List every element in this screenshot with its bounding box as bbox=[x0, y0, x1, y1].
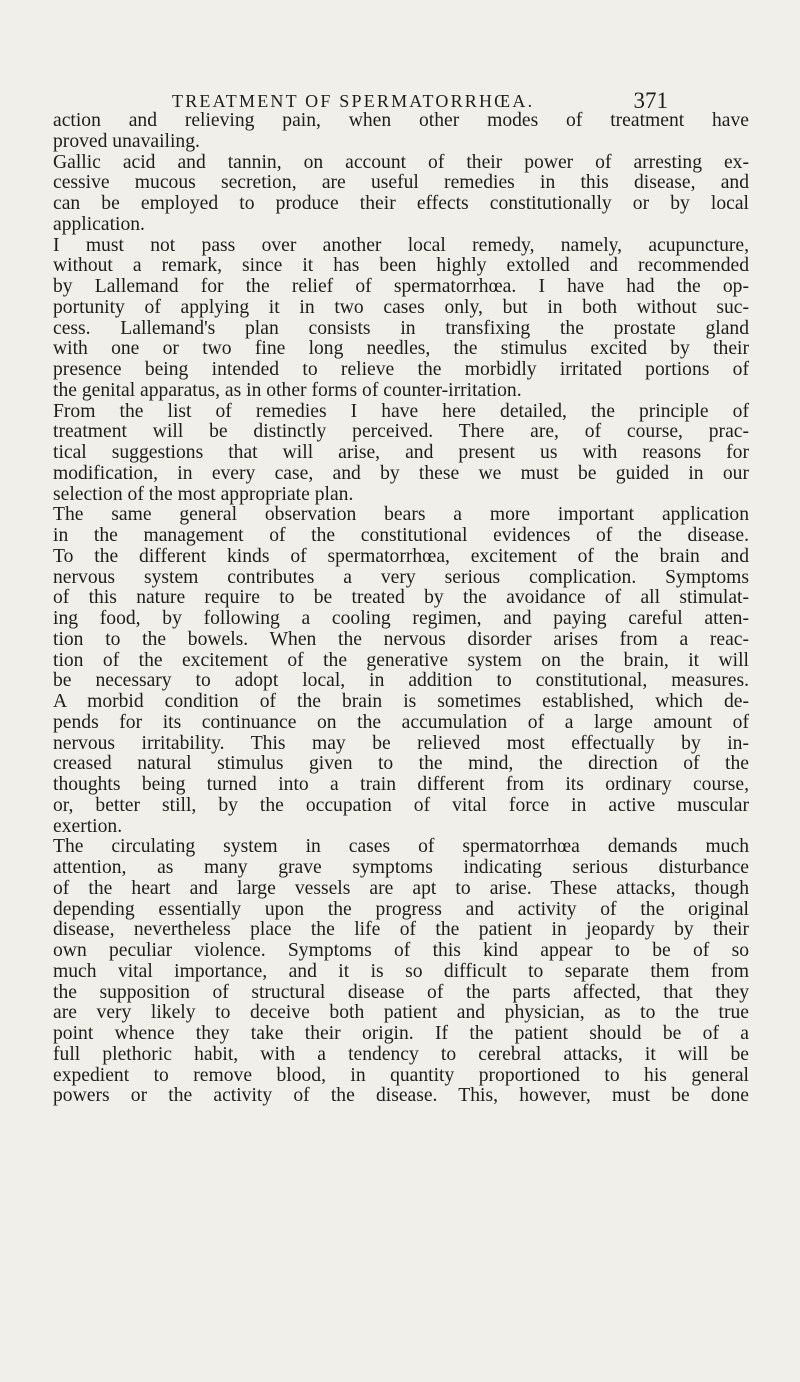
text-line: proved unavailing. bbox=[53, 130, 200, 152]
text-line: are very likely to deceive both patient and physician, as to the true bbox=[53, 1002, 749, 1024]
text-line: The same general observation bears a more important application bbox=[53, 504, 749, 526]
text-line: presence being intended to relieve the morbidly irritated portions of bbox=[53, 359, 749, 380]
text-line: without a remark, since it has been highly extolled and recommended bbox=[53, 255, 749, 277]
text-line: ing food, by following a cooling regimen, and paying careful atten- bbox=[53, 608, 749, 629]
text-line: modification, in every case, and by these we must be guided in our bbox=[53, 462, 749, 484]
text-line: can be employed to produce their effects constitutionally or by local bbox=[53, 193, 749, 214]
text-line: I must not pass over another local remedy, namely, acupuncture, bbox=[53, 234, 749, 256]
text-line: tion of the excitement of the generative system on the brain, it will bbox=[53, 649, 749, 671]
text-line: full plethoric habit, with a tendency to cerebral attacks, it will be bbox=[53, 1043, 749, 1065]
body-text bbox=[53, 111, 749, 1107]
text-line: nervous system contributes a very serious complication. Symptoms bbox=[53, 566, 749, 588]
text-line: cess. Lallemand's plan consists in transfixing the prostate gland bbox=[53, 317, 749, 339]
text-line: cessive mucous secretion, are useful remedies in this disease, and bbox=[53, 172, 749, 194]
text-line: pends for its continuance on the accumulation of a large amount of bbox=[53, 711, 749, 733]
text-line: selection of the most appropriate plan. bbox=[53, 483, 354, 505]
text-line: with one or two fine long needles, the stimulus excited by their bbox=[53, 338, 749, 360]
text-line: by Lallemand for the relief of spermatorrhœa. I have had the op- bbox=[53, 276, 749, 297]
text-line: point whence they take their origin. If the patient should be of a bbox=[53, 1023, 749, 1044]
text-line: the genital apparatus, as in other forms of counter-irritation. bbox=[53, 379, 522, 401]
text-line: powers or the activity of the disease. This, however, must be done bbox=[53, 1085, 749, 1107]
text-line: creased natural stimulus given to the mind, the direction of the bbox=[53, 753, 749, 775]
text-line: To the different kinds of spermatorrhœa, excitement of the brain and bbox=[53, 545, 749, 567]
text-line: or, better still, by the occupation of vital force in active muscular bbox=[53, 794, 749, 816]
text-line: application. bbox=[53, 213, 145, 235]
text-line: portunity of applying it in two cases only, but in both without suc- bbox=[53, 296, 749, 318]
text-line: tion to the bowels. When the nervous disorder arises from a reac- bbox=[53, 628, 749, 650]
running-head: TREATMENT OF SPERMATORRHŒA. bbox=[172, 91, 535, 111]
text-line: treatment will be distinctly perceived. There are, of course, prac- bbox=[53, 421, 749, 443]
text-line: expedient to remove blood, in quantity proportioned to his general bbox=[53, 1064, 749, 1086]
text-line: From the list of remedies I have here detailed, the principle of bbox=[53, 400, 749, 422]
text-line: exertion. bbox=[53, 815, 123, 837]
text-line: depending essentially upon the progress and activity of the original bbox=[53, 898, 749, 920]
text-line: much vital importance, and it is so difficult to separate them from bbox=[53, 960, 749, 982]
text-line: The circulating system in cases of spermatorrhœa demands much bbox=[53, 836, 749, 858]
text-line: action and relieving pain, when other modes of treatment have bbox=[53, 110, 749, 131]
text-line: the supposition of structural disease of the parts affected, that they bbox=[53, 981, 749, 1003]
text-line: thoughts being turned into a train different from its ordinary course, bbox=[53, 774, 749, 795]
text-line: attention, as many grave symptoms indicating serious disturbance bbox=[53, 857, 749, 878]
text-line: nervous irritability. This may be relieved most effectually by in- bbox=[53, 732, 749, 754]
text-line: of the heart and large vessels are apt to arise. These attacks, though bbox=[53, 877, 749, 899]
text-line: in the management of the constitutional evidences of the disease. bbox=[53, 525, 749, 546]
text-line: own peculiar violence. Symptoms of this kind appear to be of so bbox=[53, 940, 749, 961]
text-line: A morbid condition of the brain is sometimes established, which de- bbox=[53, 691, 749, 712]
text-line: of this nature require to be treated by the avoidance of all stimulat- bbox=[53, 587, 749, 609]
text-line: Gallic acid and tannin, on account of their power of arresting ex- bbox=[53, 151, 749, 173]
text-line: disease, nevertheless place the life of the patient in jeopardy by their bbox=[53, 919, 749, 941]
page-number: 371 bbox=[633, 88, 668, 113]
text-line: tical suggestions that will arise, and present us with reasons for bbox=[53, 442, 749, 463]
text-line: be necessary to adopt local, in addition to constitutional, measures. bbox=[53, 670, 749, 692]
